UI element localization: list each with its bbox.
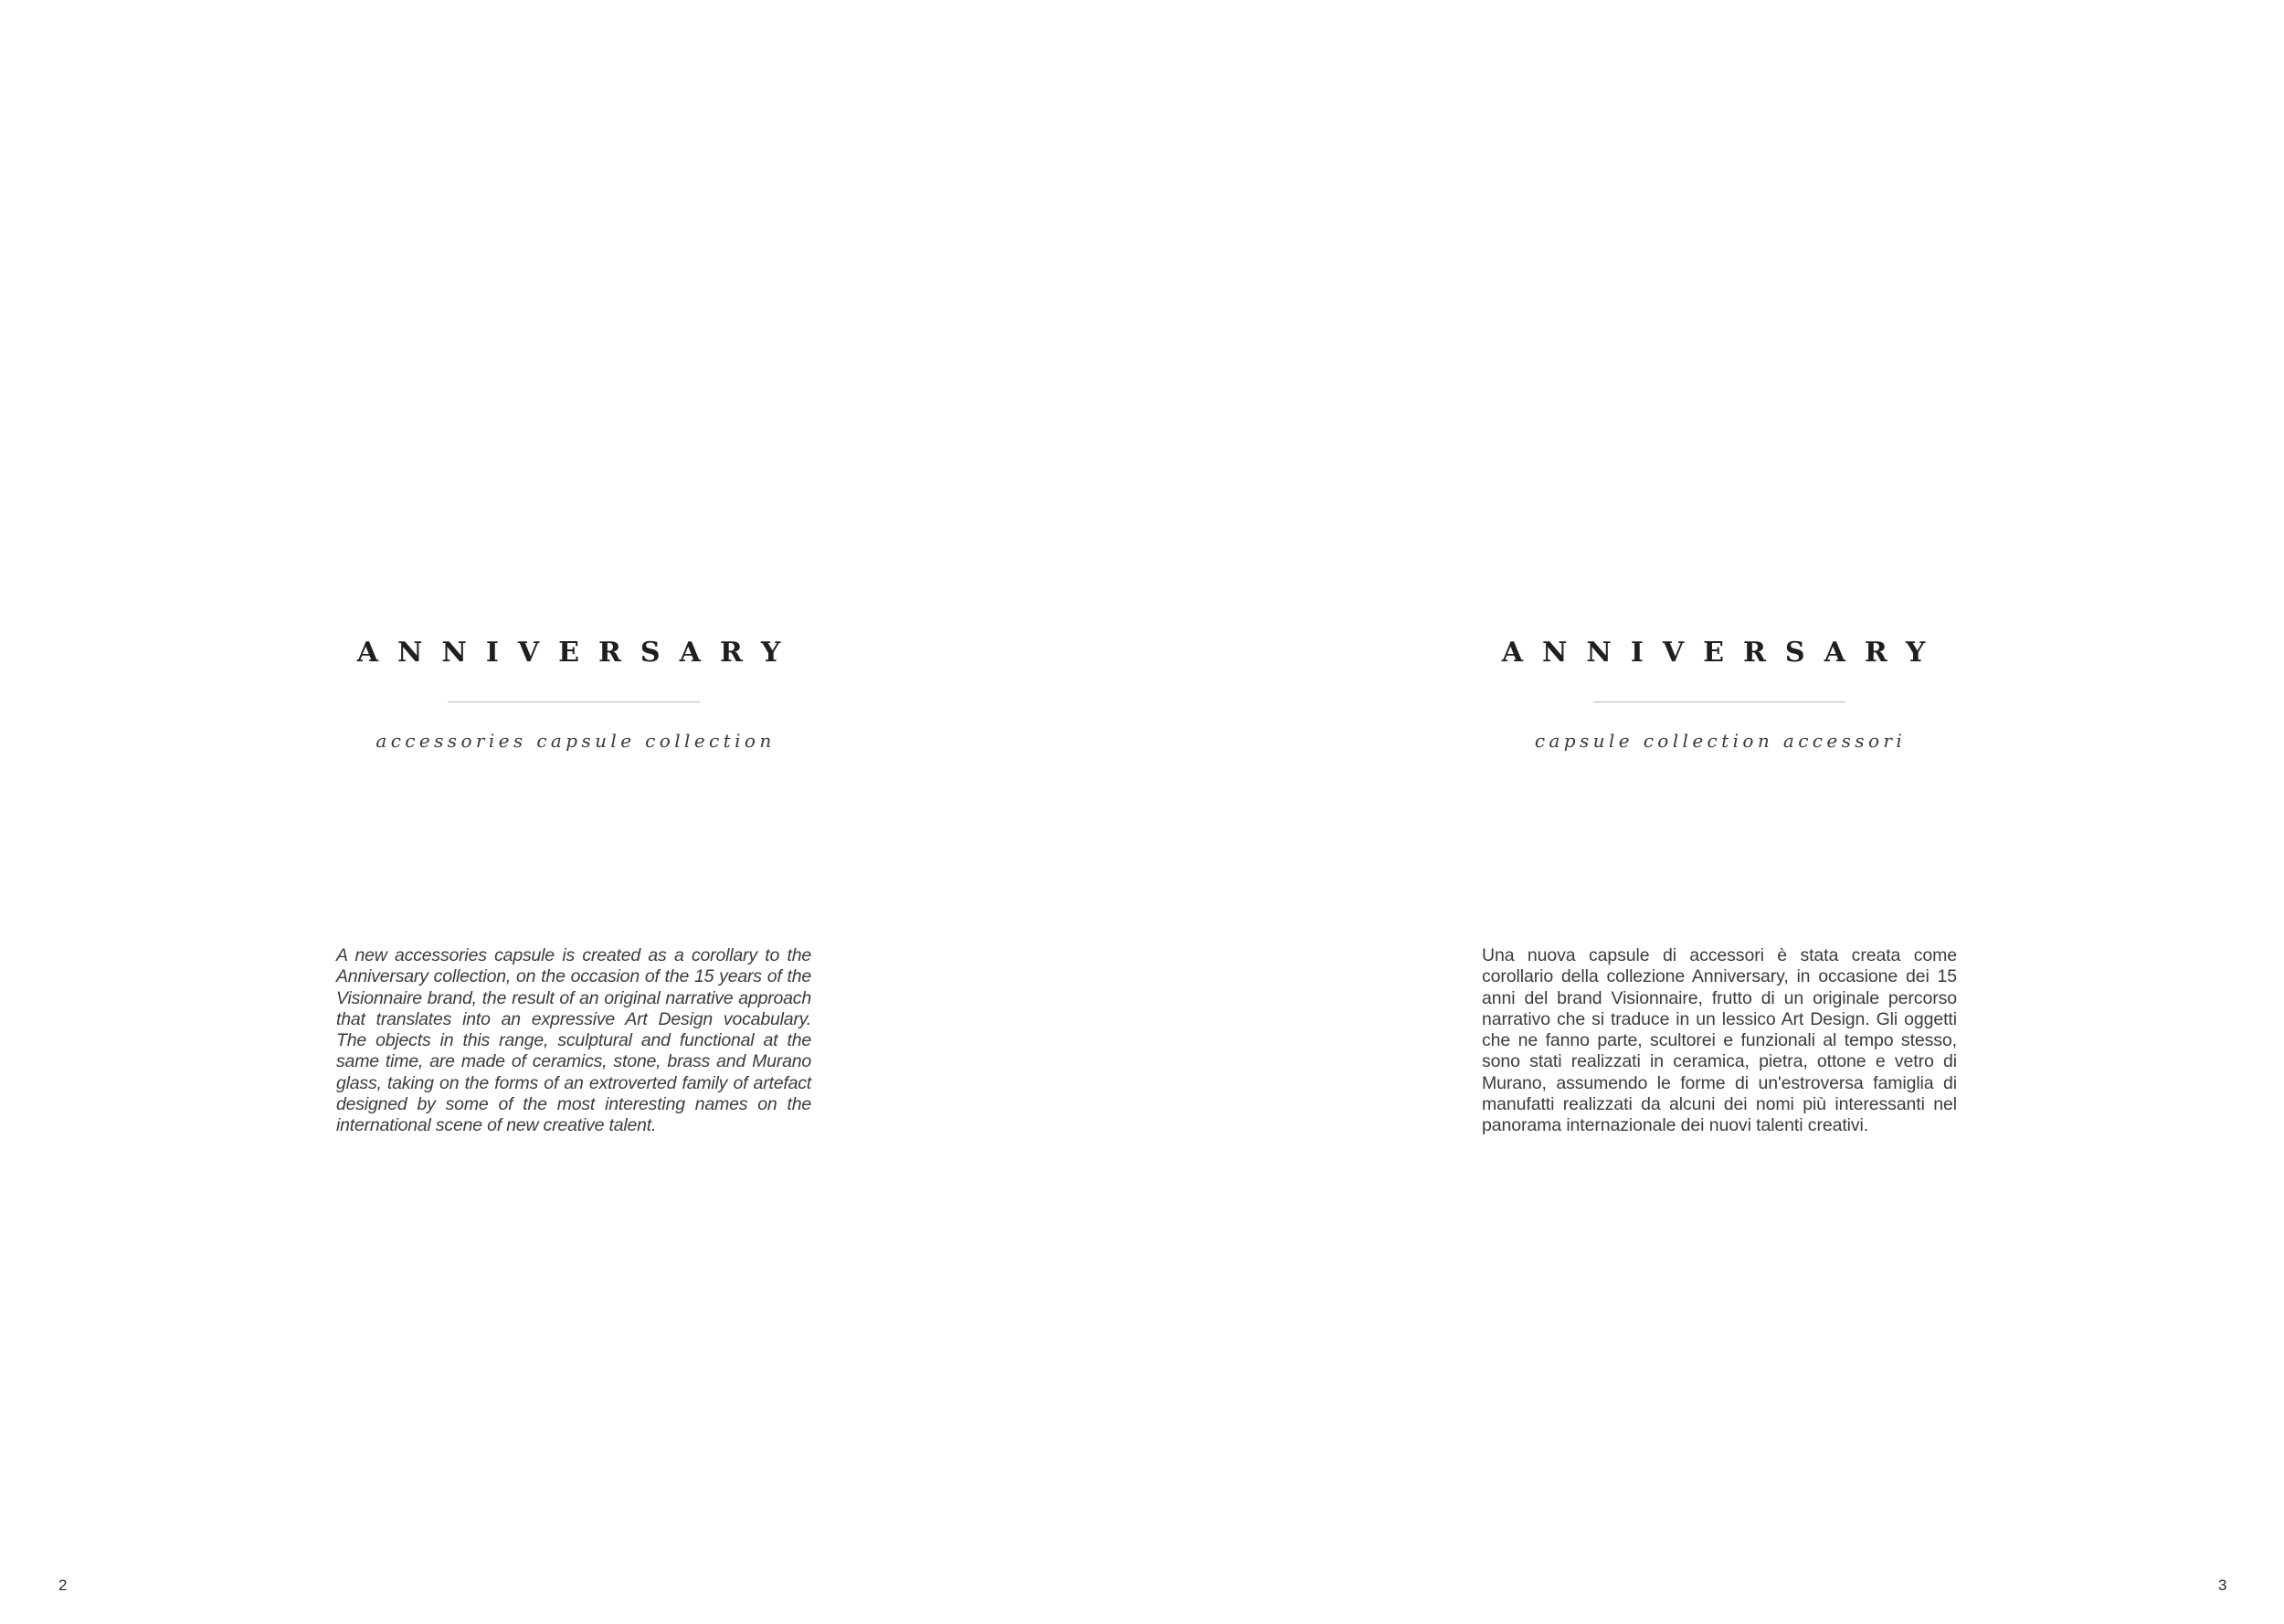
body-line: anni del brand Visionnaire, frutto di un originale percorso (1482, 987, 1957, 1008)
body-line: designed by some of the most interesting names on the (336, 1094, 811, 1115)
english-description (336, 945, 811, 1137)
body-line: Visionnaire brand, the result of an original narrative approach (336, 987, 811, 1008)
page-subtitle: capsule collection accessori (1534, 730, 1907, 752)
body-line: Una nuova capsule di accessori è stata creata come (1482, 945, 1957, 965)
title-divider (448, 701, 700, 702)
body-line: che ne fanno parte, scultorei e funzionali al tempo stesso, (1482, 1030, 1957, 1051)
body-line: Murano, assumendo le forme di un'estroversa famiglia di (1482, 1072, 1957, 1093)
page-number: 2 (58, 1577, 68, 1594)
body-line: glass, taking on the forms of an extroverted family of artefact (336, 1072, 811, 1093)
body-line: same time, are made of ceramics, stone, brass and Murano (336, 1051, 811, 1072)
body-line: corollario della collezione Anniversary, in occasione dei 15 (1482, 966, 1957, 987)
body-line: that translates into an expressive Art Design vocabulary. (336, 1008, 811, 1029)
right-page (1142, 0, 2284, 1624)
title-divider (1593, 701, 1845, 702)
body-line: manufatti realizzati da alcuni dei nomi più interessanti nel (1482, 1094, 1957, 1115)
body-line: sono stati realizzati in ceramica, pietra, ottone e vetro di (1482, 1051, 1957, 1072)
body-line: international scene of new creative talent. (336, 1115, 657, 1136)
italian-description (1482, 945, 1957, 1137)
body-line: Anniversary collection, on the occasion of the 15 years of the (336, 966, 811, 987)
body-line: A new accessories capsule is created as a corollary to the (336, 945, 811, 965)
body-line: narrativo che si traduce in un lessico Art Design. Gli oggetti (1482, 1008, 1957, 1029)
page-subtitle: accessories capsule collection (375, 730, 776, 752)
page-title: ANNIVERSARY (356, 637, 800, 669)
body-line: panorama internazionale dei nuovi talenti creativi. (1482, 1115, 1869, 1136)
page-title: ANNIVERSARY (1501, 637, 1945, 669)
body-line: The objects in this range, sculptural and functional at the (336, 1030, 811, 1051)
page-number: 3 (2218, 1577, 2227, 1594)
